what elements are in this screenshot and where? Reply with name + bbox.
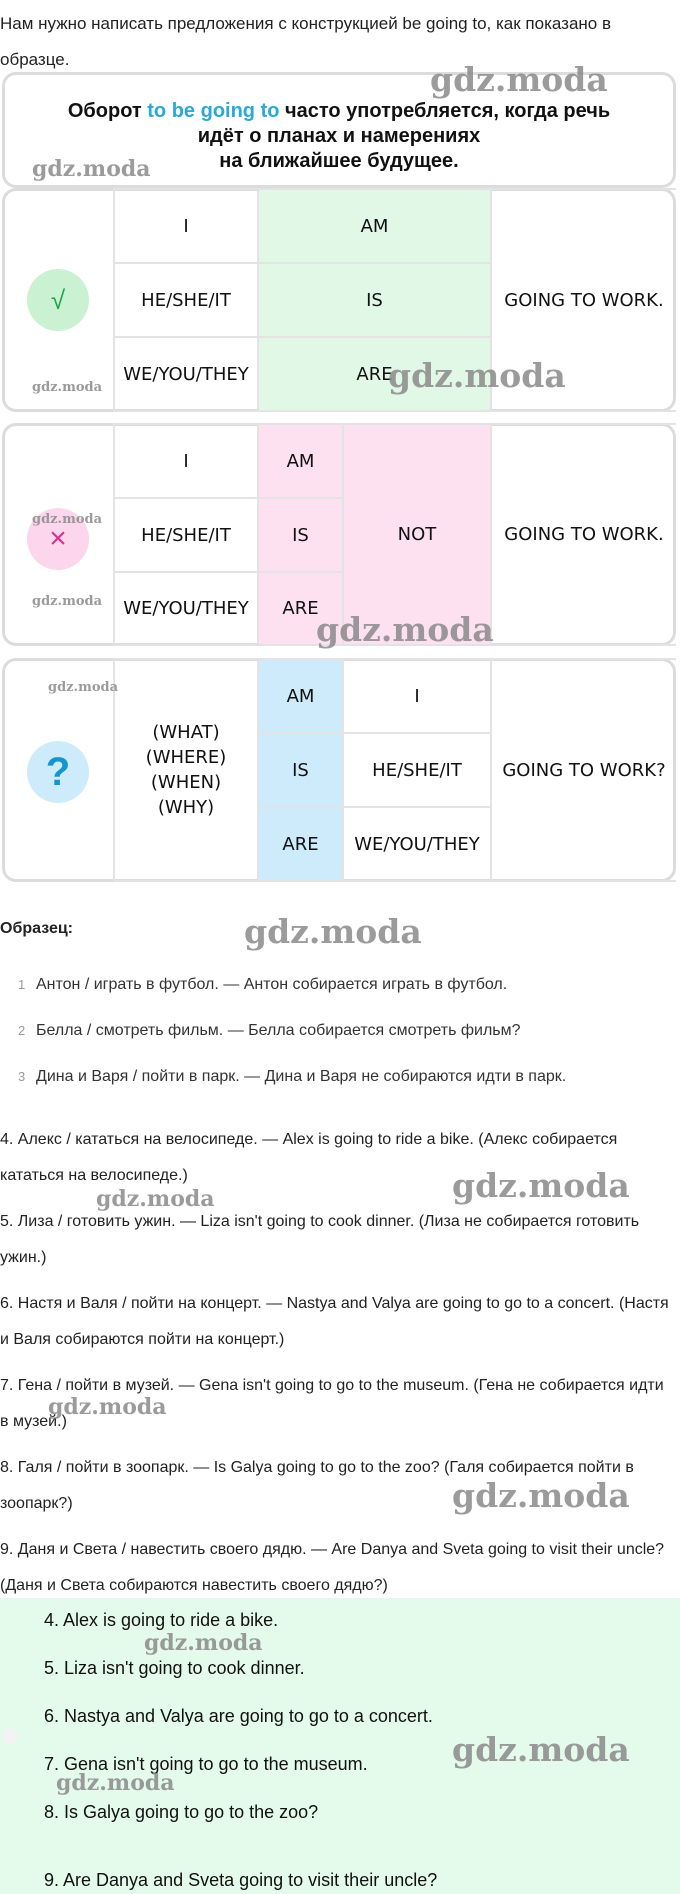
watermark: gdz.moda: [48, 1394, 167, 1420]
neg-subject-1: I: [113, 423, 259, 499]
neg-subject-3: WE/YOU/THEY: [113, 571, 259, 646]
answer-box-item: 8. Is Galya going to go to the zoo?: [44, 1802, 319, 1822]
neg-verb-1: AM: [257, 423, 344, 499]
aff-verb-3: ARE: [257, 336, 492, 412]
wh-what: (WHAT): [152, 722, 220, 743]
task-text: Нам нужно написать предложения с конструкцией be going to, как показано в образце.: [0, 14, 611, 69]
q-verb-2: IS: [257, 732, 344, 808]
sample-num: 3: [18, 1069, 26, 1084]
q-subject-1: I: [342, 658, 492, 734]
answer-paragraph: 4. Алекс / кататься на велосипеде. — Alex is going to ride a bike. (Алекс собирается кататься на велосипеде.): [0, 1131, 618, 1184]
sample-text: Дина и Варя / пойти в парк. — Дина и Варя не собираются идти в парк.: [36, 1068, 567, 1085]
answer-paragraph: 6. Настя и Валя / пойти на концерт. — Nastya and Valya are going to go to a concert. (Настя и Валя собираются пойти на концерт.): [0, 1295, 669, 1348]
watermark: gdz.moda: [452, 1166, 630, 1205]
answer-paragraph: 5. Лиза / готовить ужин. — Liza isn't going to cook dinner. (Лиза не собирается готовить ужин.): [0, 1213, 640, 1266]
watermark: gdz.moda: [96, 1186, 215, 1212]
watermark: gdz.moda: [48, 680, 119, 695]
watermark: gdz.moda: [144, 1630, 263, 1656]
sample-item: [18, 1022, 521, 1040]
watermark: gdz.moda: [56, 1770, 175, 1796]
affirmative-card: [2, 188, 676, 412]
watermark: gdz.moda: [316, 610, 494, 649]
answer-box-item: 4. Alex is going to ride a bike.: [44, 1610, 279, 1630]
aff-tail: GOING TO WORK.: [490, 188, 676, 412]
q-subject-3: WE/YOU/THEY: [342, 806, 492, 882]
neg-not: NOT: [342, 423, 492, 646]
sample-num: 1: [18, 977, 26, 992]
q-tail: GOING TO WORK?: [490, 658, 676, 882]
neg-subject-2: HE/SHE/IT: [113, 497, 259, 573]
sample-text: Антон / играть в футбол. — Антон собирается играть в футбол.: [36, 976, 508, 993]
answer-box-item: 5. Liza isn't going to cook dinner.: [44, 1658, 305, 1678]
answer-paragraph: 7. Гена / пойти в музей. — Gena isn't going to go to the museum. (Гена не собирается идти в музей.): [0, 1377, 664, 1430]
title-pre: Оборот: [67, 100, 148, 122]
watermark: gdz.moda: [244, 912, 422, 951]
question-icon: ?: [27, 741, 89, 803]
answer-box-item: 7. Gena isn't going to go to the museum.: [44, 1754, 368, 1774]
answer-box-item: 6. Nastya and Valya are going to go to a concert.: [44, 1706, 433, 1726]
sample-text: Белла / смотреть фильм. — Белла собирается смотреть фильм?: [36, 1022, 521, 1039]
aff-subject-2: HE/SHE/IT: [113, 262, 259, 338]
watermark: gdz.moda: [388, 356, 566, 395]
question-wh-words: [113, 658, 259, 882]
title-line2: идёт о планах и намерениях: [197, 125, 481, 147]
title-line3: на ближайшее будущее.: [219, 150, 459, 172]
watermark: gdz.moda: [32, 156, 151, 182]
cross-icon: ×: [27, 508, 89, 570]
aff-subject-3: WE/YOU/THEY: [113, 336, 259, 412]
q-verb-1: AM: [257, 658, 344, 734]
wh-why: (WHY): [157, 797, 215, 818]
wh-when: (WHEN): [150, 772, 222, 793]
watermark: gdz.moda: [452, 1730, 630, 1769]
scroll-handle[interactable]: [2, 1728, 18, 1744]
watermark: gdz.moda: [32, 380, 103, 395]
title-accent: to be going to: [147, 100, 280, 122]
answer-paragraph: 8. Галя / пойти в зоопарк. — Is Galya going to go to the zoo? (Галя собирается пойти в зоопарк?): [0, 1459, 634, 1512]
wh-where: (WHERE): [145, 747, 227, 768]
sample-label: Образец:: [0, 920, 73, 937]
aff-verb-2: IS: [257, 262, 492, 338]
title-post: часто употребляется, когда речь: [279, 100, 611, 122]
watermark: gdz.moda: [430, 60, 608, 99]
neg-tail: GOING TO WORK.: [490, 423, 676, 646]
sample-num: 2: [18, 1023, 26, 1038]
neg-verb-2: IS: [257, 497, 344, 573]
sample-item: [18, 1068, 566, 1086]
aff-subject-1: I: [113, 188, 259, 264]
watermark: gdz.moda: [452, 1476, 630, 1515]
answer-paragraph: 9. Даня и Света / навестить своего дядю. — Are Danya and Sveta going to visit their uncle? (Даня и Света собираются навестить своего дядю?): [0, 1541, 665, 1594]
aff-verb-1: AM: [257, 188, 492, 264]
watermark: gdz.moda: [32, 512, 103, 527]
neg-verb-3: ARE: [257, 571, 344, 646]
check-icon: √: [27, 269, 89, 331]
q-verb-3: ARE: [257, 806, 344, 882]
answer-box-item: 9. Are Danya and Sveta going to visit their uncle?: [44, 1870, 438, 1890]
q-subject-2: HE/SHE/IT: [342, 732, 492, 808]
sample-item: [18, 976, 507, 994]
watermark: gdz.moda: [32, 594, 103, 609]
